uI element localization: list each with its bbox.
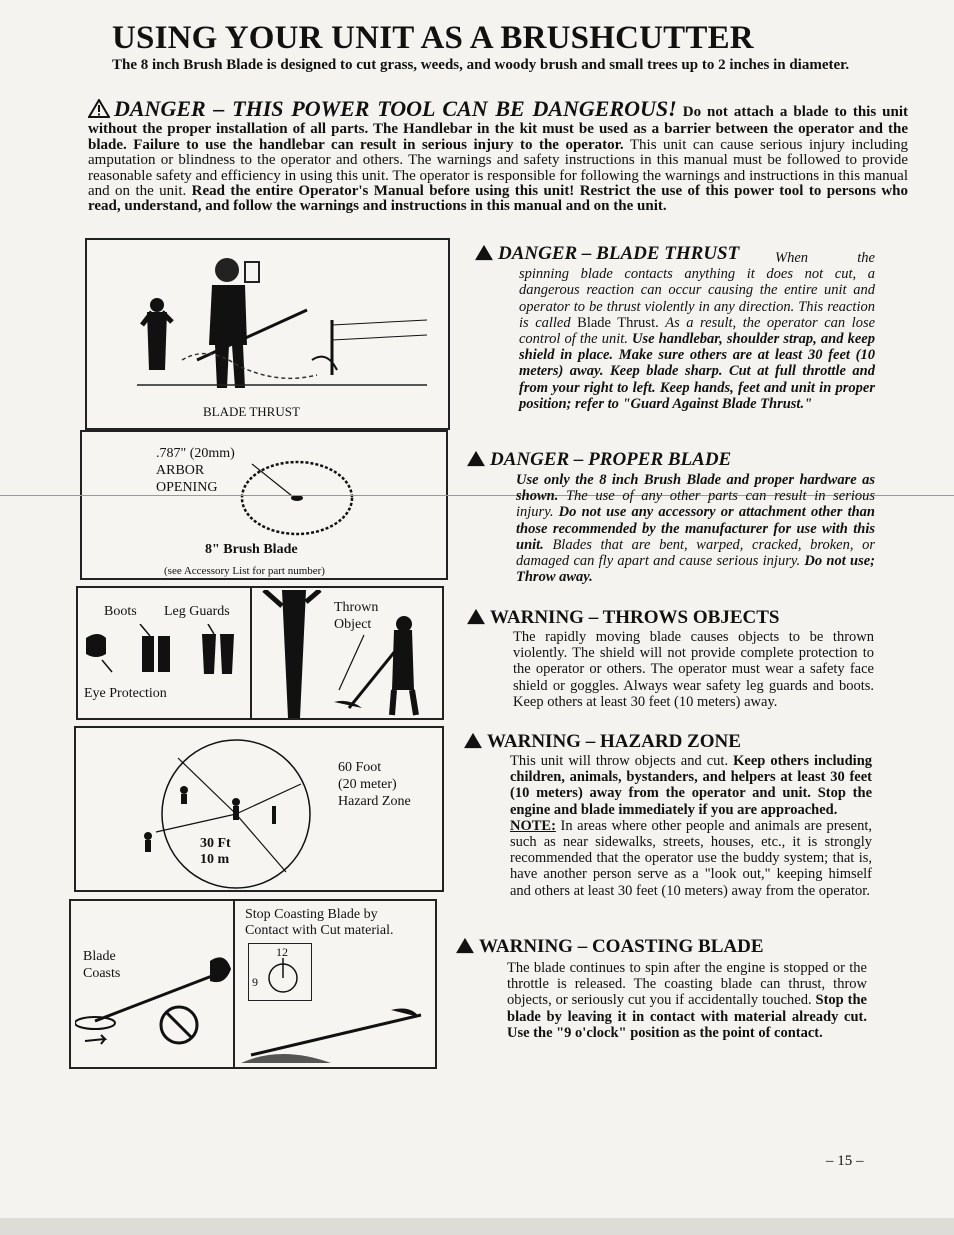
- no-hand-icon: [161, 1007, 197, 1043]
- danger-main-heading: DANGER – THIS POWER TOOL CAN BE DANGEROUS!: [114, 96, 677, 121]
- blade-thrust-heading: DANGER – BLADE THRUST: [474, 243, 739, 267]
- stop-coasting-label-2: Contact with Cut material.: [245, 923, 394, 938]
- eye-protection-label: Eye Protection: [84, 686, 167, 701]
- danger-main-block: [88, 96, 909, 215]
- blade-thrust-illustration: [127, 250, 437, 400]
- goggles-icon: [86, 634, 106, 657]
- clock-inset: [248, 943, 312, 1001]
- scan-edge: [0, 1218, 954, 1235]
- coasting-blade-heading: WARNING – COASTING BLADE: [455, 936, 764, 960]
- brush-blade-icon: [232, 456, 362, 546]
- thrown-object-label-1: Thrown: [334, 600, 379, 615]
- arbor-label-1: .787" (20mm): [156, 446, 235, 461]
- throws-objects-text: The rapidly moving blade causes objects to be thrown violently. The shield will not provide complete protection to the operator or others. The operator must wear a safety face shield or goggles. Always wear safety leg guards and boots. Keep others at least 30 feet (10 meters) away.: [513, 629, 874, 710]
- warning-triangle-icon: [466, 450, 486, 473]
- page-title: USING YOUR UNIT AS A BRUSHCUTTER: [112, 20, 754, 56]
- warning-triangle-icon: [455, 937, 475, 960]
- distance-label-1: 30 Ft: [200, 836, 231, 851]
- warning-triangle-icon: [474, 244, 494, 267]
- blade-coasts-label-1: Blade: [83, 949, 116, 964]
- protective-gear-figure: [76, 586, 252, 720]
- leg-guards-icon: [202, 634, 234, 674]
- hazard-zone-figure: [74, 726, 444, 892]
- page-number: – 15 –: [826, 1153, 864, 1169]
- brush-blade-figure: [80, 430, 448, 580]
- danger-main-bold1: Do not attach a blade to this unit without the proper installation of all parts. The Handlebar in the kit must be used as a barrier between the operator and the blade. Failure to use the handlebar can result in serious injury to the operator.: [88, 104, 909, 153]
- warning-triangle-icon: [466, 608, 486, 631]
- hazard-zone-text: This unit will throw objects and cut. Keep others including children, animals, bystanders, and helpers at least 30 feet (10 meters) away from the operator and unit. Stop the engine and blade immediately if you are approached. NOTE: In areas where other people and animals are present, such as near sidewalks, streets, houses, etc., it is strongly recommended that the operator use the buddy system; that is, have another person serve as a "look out," keeping himself and others at least 30 feet (10 meters) away from the operator.: [510, 753, 873, 899]
- warning-triangle-icon: [88, 99, 110, 122]
- blade-thrust-figure: [85, 238, 450, 430]
- thrown-object-label-2: Object: [334, 617, 372, 632]
- proper-blade-heading: DANGER – PROPER BLADE: [466, 449, 731, 473]
- stop-coasting-label-1: Stop Coasting Blade by: [245, 907, 378, 922]
- arbor-label-2: ARBOR: [156, 463, 205, 478]
- coasting-blade-figure: [69, 899, 437, 1069]
- intro-text: The 8 inch Brush Blade is designed to cut grass, weeds, and woody brush and small trees up to 2 inches in diameter.: [112, 57, 850, 73]
- hazard-circle-icon: [136, 732, 336, 890]
- clock-12-label: 12: [276, 945, 288, 959]
- boots-icon: [142, 636, 170, 672]
- thrown-object-figure: [250, 586, 444, 720]
- danger-main-bold2: Read the entire Operator's Manual before using this unit! Restrict the use of this power tool to persons who read, understand, and follow the warnings and instructions in this manual and on the unit.: [88, 183, 908, 215]
- leg-guards-label: Leg Guards: [164, 604, 230, 619]
- blade-coasts-label-2: Coasts: [83, 966, 121, 981]
- blade-thrust-caption: BLADE THRUST: [203, 404, 300, 419]
- clock-9-label: 9: [252, 975, 258, 989]
- blade-thrust-text: When the spinning blade contacts anything it does not cut, a dangerous reaction can occur causing the entire unit and operator to be thrust violently in any direction. This reaction is called Blade Thrust. As a result, the operator can lose control of the unit. Use handlebar, shoulder strap, and keep shield in place. Make sure others are at least 30 feet (10 meters) away. Keep blade sharp. Cut at full throttle and from your right to left. Keep hands, feet and unit in proper position; refer to "Guard Against Blade Thrust.": [519, 250, 876, 412]
- hazard-label-1: 60 Foot: [338, 760, 382, 775]
- distance-label-2: 10 m: [200, 852, 230, 867]
- boots-label: Boots: [104, 604, 137, 619]
- tree-icon: [264, 590, 320, 718]
- hazard-zone-heading: WARNING – HAZARD ZONE: [463, 731, 741, 755]
- danger-main-normal: This unit can cause serious injury including amputation or blindness to the operator and others. The warnings and safety instructions in this manual must be followed to provide reasonable safety and efficiency in using this unit. The operator is responsible for following the warnings and instructions in this manual and on the unit.: [88, 136, 908, 200]
- arbor-label-3: OPENING: [156, 480, 218, 495]
- proper-blade-text: Use only the 8 inch Brush Blade and proper hardware as shown. The use of any other parts can result in serious injury. Do not use any accessory or attachment other than those recommended by the manufacturer for use with this unit. Blades that are bent, warped, cracked, broken, or damaged can fly apart and cause serious injury. Do not use; Throw away.: [516, 472, 876, 586]
- throws-objects-heading: WARNING – THROWS OBJECTS: [466, 607, 779, 631]
- brush-blade-caption: 8" Brush Blade: [205, 542, 298, 557]
- hazard-label-3: Hazard Zone: [338, 794, 411, 809]
- brush-blade-sub: (see Accessory List for part number): [164, 565, 325, 577]
- hazard-label-2: (20 meter): [338, 777, 397, 792]
- warning-triangle-icon: [463, 732, 483, 755]
- coasting-blade-text: The blade continues to spin after the engine is stopped or the throttle is released. The coasting blade can thrust, throw objects, or seriously cut you if accidentally touched. Stop the blade by leaving it in contact with material already cut. Use the "9 o'clock" position as the point of contact.: [507, 960, 867, 1041]
